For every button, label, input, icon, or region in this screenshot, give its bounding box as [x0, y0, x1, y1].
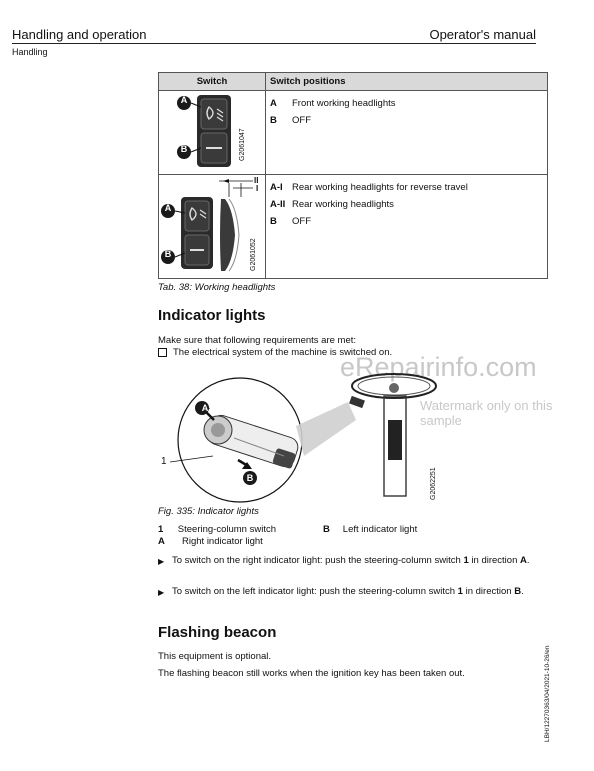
figure-caption: Fig. 335: Indicator lights — [158, 506, 259, 517]
position-text: Rear working headlights for reverse travel — [292, 182, 468, 193]
legend-key: A — [158, 536, 165, 547]
position-text: OFF — [292, 115, 311, 126]
badge-b: B — [180, 144, 188, 154]
heading-flashing-beacon: Flashing beacon — [158, 624, 277, 641]
instruction-step-right — [158, 554, 548, 568]
figure-image-code: G2062251 — [430, 467, 437, 500]
position-key: B — [270, 216, 277, 227]
position-text: Rear working headlights — [292, 199, 394, 210]
watermark-subtext: Watermark only on this sample — [420, 398, 553, 428]
header-rule — [12, 43, 536, 44]
rear-headlight-switch-illustration — [159, 175, 264, 275]
position-marker-ii: II — [254, 176, 259, 185]
figure-label-a: A — [201, 403, 209, 413]
position-text: OFF — [292, 216, 311, 227]
image-code: G2061052 — [250, 238, 257, 271]
legend-row — [158, 536, 488, 548]
table-caption: Tab. 38: Working headlights — [158, 282, 276, 293]
figure-label-b: B — [246, 473, 254, 483]
image-code: G2061047 — [239, 128, 246, 161]
switch-image-cell-front — [159, 91, 266, 175]
figure-callout-1: 1 — [161, 456, 167, 467]
document-type: Operator's manual — [429, 27, 536, 42]
position-row — [270, 179, 543, 196]
position-key: A-I — [270, 182, 283, 193]
document-subsection: Handling — [12, 47, 48, 57]
requirements-intro: Make sure that following requirements are met: — [158, 335, 357, 346]
checkbox-icon — [158, 348, 167, 357]
position-key: B — [270, 115, 277, 126]
watermark-text: eRepairinfo.com — [340, 352, 537, 382]
front-headlight-switch-illustration — [159, 91, 264, 171]
position-row — [270, 95, 543, 112]
instruction-text: To switch on the right indicator light: push the steering-column switch 1 in direction A. — [172, 555, 530, 566]
positions-cell-rear — [266, 175, 548, 279]
indicator-lights-illustration — [158, 368, 458, 503]
position-key: A — [270, 98, 277, 109]
column-header-positions: Switch positions — [266, 73, 548, 91]
column-header-switch: Switch — [159, 73, 266, 91]
badge-a: A — [164, 203, 172, 213]
triangle-bullet-icon: ▶ — [158, 557, 165, 566]
legend-key: 1 — [158, 524, 164, 535]
switch-image-cell-rear — [159, 175, 266, 279]
position-key: A-II — [270, 199, 286, 210]
instruction-text: To switch on the left indicator light: push the steering-column switch 1 in direction B. — [172, 586, 524, 597]
legend-row — [158, 524, 488, 536]
beacon-paragraph-optional: This equipment is optional. — [158, 651, 272, 662]
legend-key: B — [323, 524, 330, 535]
document-section-title: Handling and operation — [12, 27, 147, 42]
figure-legend — [158, 524, 488, 548]
legend-text: Steering-column switch — [177, 524, 277, 535]
working-headlights-table — [158, 72, 548, 279]
document-code: LBH/12270363/04/2021-10-26/en — [544, 645, 551, 742]
position-marker-i: I — [256, 184, 259, 193]
heading-indicator-lights: Indicator lights — [158, 307, 266, 324]
position-row — [270, 112, 543, 129]
position-row — [270, 213, 543, 230]
legend-text: Left indicator light — [342, 524, 418, 535]
position-text: Front working headlights — [292, 98, 396, 109]
instruction-step-left — [158, 585, 548, 599]
position-row — [270, 196, 543, 213]
legend-text: Right indicator light — [182, 536, 263, 547]
triangle-bullet-icon: ▶ — [158, 588, 165, 597]
requirement-text: The electrical system of the machine is switched on. — [173, 347, 393, 358]
positions-cell-front — [266, 91, 548, 175]
badge-b: B — [164, 249, 172, 259]
badge-a: A — [180, 95, 188, 105]
beacon-paragraph-ignition: The flashing beacon still works when the ignition key has been taken out. — [158, 668, 465, 679]
